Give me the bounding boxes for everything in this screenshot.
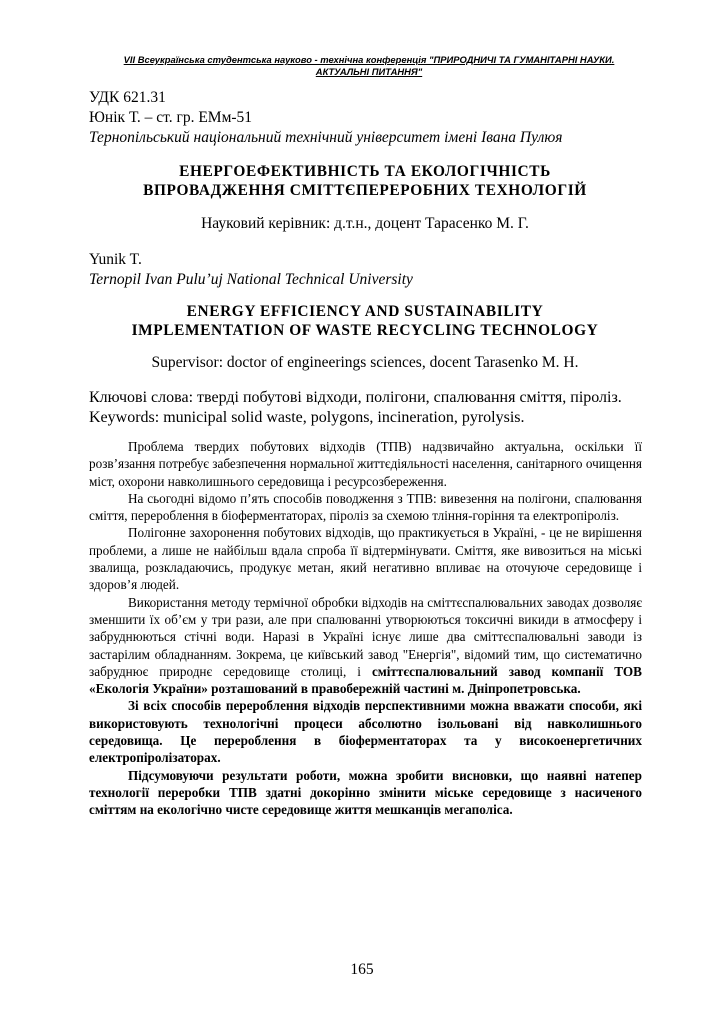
title-ua-line-2: ВПРОВАДЖЕННЯ СМІТТЄПЕРЕРОБНИХ ТЕХНОЛОГІЙ	[143, 182, 587, 199]
page-number: 165	[350, 961, 374, 978]
udk-code: УДК 621.31	[89, 89, 166, 106]
supervisor-en: Supervisor: doctor of engineerings sciences, docent Tarasenko M. H.	[151, 354, 579, 371]
conference-header-line-2: АКТУАЛЬНІ ПИТАННЯ"	[315, 66, 423, 77]
conference-header	[86, 54, 652, 78]
title-ua	[89, 162, 641, 200]
keywords-ua: Ключові слова: тверді побутові відходи, полігони, спалювання сміття, піроліз.	[89, 389, 622, 406]
conference-header-line-1: VII Всеукраїнська студентська науково - технічна конференція "ПРИРОДНИЧІ ТА ГУМАНІТАРНІ НАУКИ.	[123, 54, 615, 65]
paragraph-3: Полігонне захоронення побутових відходів, що практикується в Україні, - це не вирішення проблеми, а лише не найбільш вдала спроба її відтермінувати. Сміття, яке вивозиться на міські звалища, розкладаючись, продукує метан, який негативно впливає на оточуюче середовище і здоров’я людей.	[89, 525, 642, 593]
author-ua: Юнік Т. – ст. гр. ЕМм-51	[89, 109, 253, 126]
keywords-en: Keywords: municipal solid waste, polygons, incineration, pyrolysis.	[89, 409, 525, 426]
title-en-line-1: ENERGY EFFICIENCY AND SUSTAINABILITY	[186, 303, 544, 320]
affiliation-en: Ternopil Ivan Pulu’uj National Technical University	[89, 271, 413, 288]
title-ua-line-1: ЕНЕРГОЕФЕКТИВНІСТЬ ТА ЕКОЛОГІЧНІСТЬ	[179, 163, 551, 180]
author-en: Yunik T.	[89, 251, 142, 268]
supervisor-ua: Науковий керівник: д.т.н., доцент Тарасенко М. Г.	[201, 215, 529, 232]
title-en-line-2: IMPLEMENTATION OF WASTE RECYCLING TECHNOLOGY	[131, 322, 599, 339]
paragraph-1: Проблема твердих побутових відходів (ТПВ) надзвичайно актуальна, оскільки її розв’язання потребує забезпечення нормальної життєдіяльності населення, санітарного очищення міст, охорони навколишнього середовища і ресурсозбереження.	[89, 439, 642, 489]
paragraph-6: Підсумовуючи результати роботи, можна зробити висновки, що наявні натепер технології переробки ТПВ здатні докорінно змінити міське середовище з насиченого сміттям на екологічно чисте середовище життя мешканців мегаполіса.	[89, 767, 642, 818]
title-en	[89, 302, 641, 340]
paragraph-4-text: Використання методу термічної обробки відходів на сміттєспалювальних заводах дозволяє зменшити їх об’єм у три рази, але при спалюванні утворюються токсичні викиди в атмосферу і забруднюються стічні води. Наразі в Україні існує лише два сміттєспалювальні заводи із застарілим обладнанням. Зокрема, це київський завод "Енергія", відомий тим, що систематично забруднює природнє середовище столиці, і	[89, 594, 642, 679]
affiliation-ua: Тернопільський національний технічний університет імені Івана Пулюя	[89, 129, 563, 146]
paragraph-5: Зі всіх способів перероблення відходів перспективними можна вважати способи, які використовують технологічні процеси абсолютно ізольовані від навколишнього середовища. Це перероблення в біоферментаторах та у високоенергетичних електропіролізаторах.	[89, 698, 642, 766]
paragraph-2: На сьогодні відомо п’ять способів поводження з ТПВ: вивезення на полігони, спалювання сміття, перероблення в біоферментаторах, піроліз за схемою тління-горіння та електропіроліз.	[89, 490, 642, 524]
paragraph-4	[89, 594, 642, 698]
paragraph-4-bold-text: сміттєспалювальний завод компанії ТОВ «Екологія України» розташований в правобережній частині м. Дніпропетровська.	[89, 663, 642, 697]
body-text	[89, 438, 642, 819]
